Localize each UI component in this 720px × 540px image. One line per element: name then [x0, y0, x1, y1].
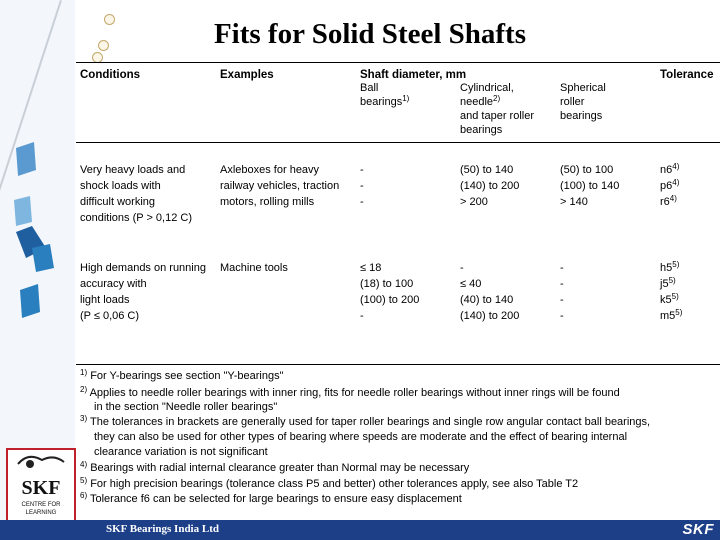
row1-ball: - — [360, 180, 364, 192]
footnote-ref: 5) — [675, 308, 683, 317]
row1-tolerance: p6$^{4)}$ — [660, 178, 680, 192]
logo-text: SKF — [21, 477, 61, 499]
footnote-3: $^{3)}$ The tolerances in brackets are generally used for taper roller bearings and single row angular contact ball bearings, — [80, 414, 651, 428]
row2-conditions: light loads — [80, 294, 130, 306]
footnote-ref: 5) — [668, 276, 676, 285]
header-cylindrical-line: needle$^{2)}$ — [460, 94, 501, 108]
row2-spherical: - — [560, 294, 564, 306]
row2-tolerance: j5$^{5)}$ — [660, 276, 676, 290]
footnote-ref: 4) — [669, 194, 677, 203]
book-icon — [20, 284, 40, 318]
footnote-ref: 1) — [402, 94, 410, 103]
footnote-5: $^{5)}$ For high precision bearings (tolerance class P5 and better) other tolerances apply, see also Table T2 — [80, 476, 579, 490]
footnote-ref: 4) — [672, 162, 680, 171]
row1-spherical: (100) to 140 — [560, 180, 620, 192]
skf-brand-logo: SKF — [682, 521, 714, 538]
row2-spherical: - — [560, 262, 564, 274]
header-cylindrical-line: Cylindrical, — [460, 82, 514, 94]
row1-cylindrical: > 200 — [460, 196, 488, 208]
row1-spherical: > 140 — [560, 196, 588, 208]
row2-ball: (18) to 100 — [360, 278, 414, 290]
footnote-ref: 5) — [672, 260, 680, 269]
header-examples: Examples — [220, 69, 274, 81]
row1-conditions: Very heavy loads and — [80, 164, 186, 176]
footnote-3-cont: clearance variation is not significant — [94, 446, 268, 458]
book-icon — [14, 196, 32, 226]
row2-spherical: - — [560, 310, 564, 322]
footnote-2-cont: in the section "Needle roller bearings" — [94, 401, 278, 413]
row1-cylindrical: (140) to 200 — [460, 180, 520, 192]
footnote-6: $^{6)}$ Tolerance f6 can be selected for large bearings to ensure easy displacement — [80, 491, 462, 505]
footnote-2: $^{2)}$ Applies to needle roller bearings with inner ring, fits for needle roller bearings without inner rings will be found — [80, 385, 620, 399]
header-tolerance: Tolerance — [660, 69, 714, 81]
book-icon — [16, 142, 36, 176]
row1-cylindrical: (50) to 140 — [460, 164, 514, 176]
book-icon — [32, 244, 54, 272]
row2-cylindrical: (40) to 140 — [460, 294, 514, 306]
footnote-1: $^{1)}$ For Y-bearings see section "Y-bearings" — [80, 368, 284, 382]
row2-ball: ≤ 18 — [360, 262, 382, 274]
row1-examples: motors, rolling mills — [220, 196, 315, 208]
row1-spherical: (50) to 100 — [560, 164, 614, 176]
footnote-4: $^{4)}$ Bearings with radial internal clearance greater than Normal may be necessary — [80, 460, 470, 474]
header-spherical-line: bearings — [560, 110, 603, 122]
row2-conditions: accuracy with — [80, 278, 147, 290]
row1-tolerance: r6$^{4)}$ — [660, 194, 677, 208]
row2-examples: Machine tools — [220, 262, 288, 274]
skf-centre-logo — [6, 448, 76, 524]
row2-cylindrical: ≤ 40 — [460, 278, 482, 290]
footer-bar — [0, 520, 720, 540]
table-header-rule — [76, 142, 720, 143]
row1-conditions: conditions (P > 0,12 C) — [80, 212, 192, 224]
row2-tolerance: k5$^{5)}$ — [660, 292, 679, 306]
row1-ball: - — [360, 196, 364, 208]
header-cylindrical-line: and taper roller — [460, 110, 534, 122]
footnote-3-cont: they can also be used for other types of bearing where speeds are moderate and the effect of bearing internal — [94, 431, 628, 443]
row1-conditions: difficult working — [80, 196, 155, 208]
row2-ball: (100) to 200 — [360, 294, 420, 306]
footnote-ref: 2) — [493, 94, 501, 103]
table-bottom-rule — [76, 364, 720, 365]
header-spherical-line: Spherical — [560, 82, 606, 94]
footnote-ref: 5) — [671, 292, 679, 301]
header-conditions: Conditions — [80, 69, 141, 81]
row2-conditions: (P ≤ 0,06 C) — [80, 310, 140, 322]
row1-ball: - — [360, 164, 364, 176]
row2-tolerance: m5$^{5)}$ — [660, 308, 683, 322]
row2-ball: - — [360, 310, 364, 322]
table-top-rule — [76, 62, 720, 63]
header-shaft-diameter: Shaft diameter, mm — [360, 69, 467, 81]
header-spherical-line: roller — [560, 96, 585, 108]
header-ball-line: Ball — [360, 82, 379, 94]
logo-sub: LEARNING — [25, 510, 57, 516]
page-title: Fits for Solid Steel Shafts — [213, 18, 527, 50]
row2-tolerance: h5$^{5)}$ — [660, 260, 680, 274]
header-cylindrical-line: bearings — [460, 124, 503, 136]
row1-examples: Axleboxes for heavy — [220, 164, 320, 176]
row2-conditions: High demands on running — [80, 262, 206, 274]
fits-table — [76, 62, 720, 520]
row1-examples: railway vehicles, traction — [220, 180, 340, 192]
floating-books-icon — [10, 140, 70, 340]
row2-cylindrical: (140) to 200 — [460, 310, 520, 322]
row2-spherical: - — [560, 278, 564, 290]
row1-tolerance: n6$^{4)}$ — [660, 162, 680, 176]
header-ball-line: bearings$^{1)}$ — [360, 94, 410, 108]
footnote-ref: 4) — [672, 178, 680, 187]
footer-company: SKF Bearings India Ltd — [106, 523, 219, 535]
skf-logo-icon — [8, 450, 74, 522]
logo-sub: CENTRE FOR — [21, 502, 61, 508]
row2-cylindrical: - — [460, 262, 464, 274]
row1-conditions: shock loads with — [80, 180, 161, 192]
